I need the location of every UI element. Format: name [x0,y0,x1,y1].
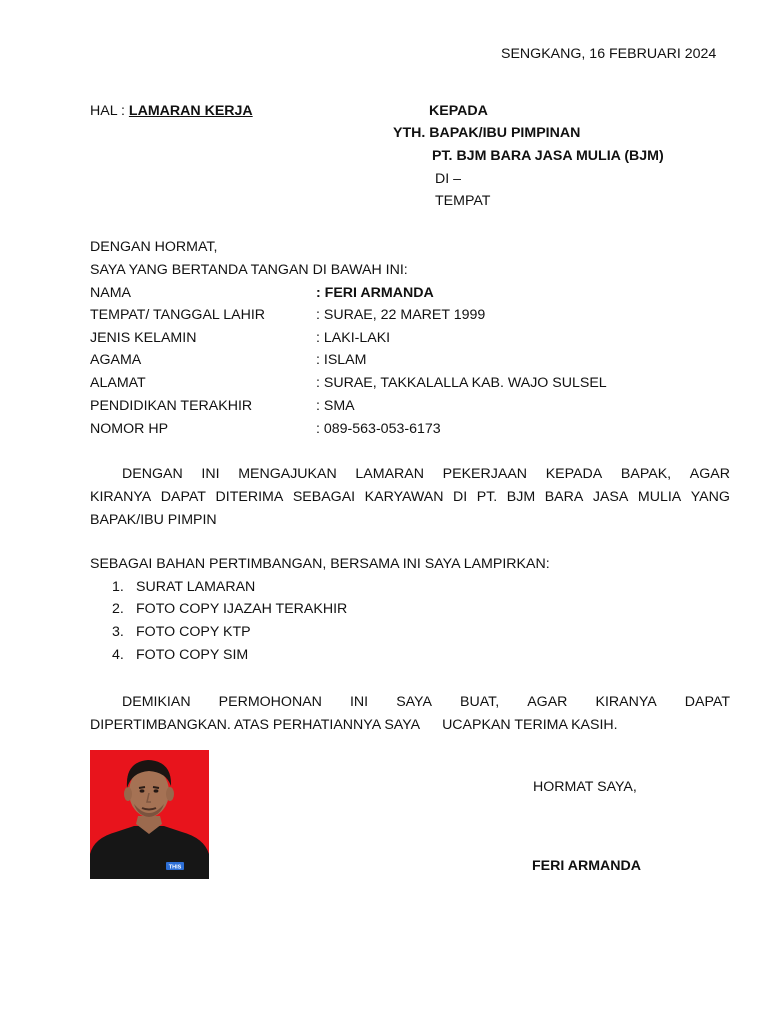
shirt-badge-text: THIS [168,864,182,871]
word: PT. [476,489,498,506]
signature-name: FERI ARMANDA [532,858,642,874]
word: INI [201,466,220,482]
field-label-address: ALAMAT [90,375,146,391]
field-label-name: NAMA [90,285,131,301]
field-value-education: : SMA [316,398,355,414]
field-value-birth: : SURAE, 22 MARET 1999 [316,307,486,323]
closing-line-2a: DIPERTIMBANGKAN. ATAS PERHATIANNYA SAYA [90,717,421,734]
field-label-phone: NOMOR HP [90,421,169,437]
word: AGAR [527,694,568,710]
recipient-line4: TEMPAT [435,193,491,209]
word: KIRANYA [90,489,152,506]
word: AGAR [689,466,730,482]
list-number: 3. [112,624,124,640]
list-item: SURAT LAMARAN [136,579,256,595]
field-value-phone: : 089-563-053-6173 [316,421,441,437]
word: SEBAGAI [292,489,356,506]
applicant-photo [90,750,209,879]
subject-prefix: HAL : [90,103,125,119]
field-label-birth: TEMPAT/ TANGGAL LAHIR [90,307,266,323]
word: BUAT, [460,694,500,710]
word: DITERIMA [215,489,284,506]
word: PEKERJAAN [442,466,528,482]
list-item: FOTO COPY IJAZAH TERAKHIR [136,601,348,617]
list-number: 1. [112,579,124,595]
subject-title: LAMARAN KERJA [128,103,253,119]
word: JASA [592,489,629,506]
intro-line: SAYA YANG BERTANDA TANGAN DI BAWAH INI: [90,262,408,278]
list-item: FOTO COPY SIM [136,647,249,663]
field-label-education: PENDIDIKAN TERAKHIR [90,398,253,414]
closing-paragraph [90,695,730,732]
word: DAPAT [160,489,206,506]
word: DENGAN [122,466,183,482]
recipient-line1: YTH. BAPAK/IBU PIMPINAN [393,125,581,141]
field-value-name: : FERI ARMANDA [316,285,434,301]
paragraph-line-3: BAPAK/IBU PIMPIN [90,512,217,529]
closing-line-1 [90,695,730,709]
word: BJM [506,489,536,506]
word: DEMIKIAN [122,694,191,710]
recipient-line2: PT. BJM BARA JASA MULIA (BJM) [432,148,664,164]
closing-line-2b: UCAPKAN TERIMA KASIH. [442,717,618,734]
word: BAPAK, [620,466,672,482]
word: MULIA [637,489,682,506]
word: DAPAT [684,694,730,710]
word: KEPADA [545,466,603,482]
paragraph-line-2 [90,490,730,504]
signature-salutation: HORMAT SAYA, [533,779,637,795]
word: LAMARAN [355,466,424,482]
word: DI [453,489,468,506]
subject-line [90,104,253,118]
word: SAYA [396,694,432,710]
word: INI [349,694,369,710]
list-number: 4. [112,647,124,663]
recipient-to: KEPADA [429,103,488,119]
word: YANG [690,489,730,506]
portrait-illustration [90,750,209,879]
attachments-intro: SEBAGAI BAHAN PERTIMBANGAN, BERSAMA INI SAYA LAMPIRKAN: [90,556,550,572]
greeting: DENGAN HORMAT, [90,239,218,255]
field-value-gender: : LAKI-LAKI [316,330,391,346]
word: KARYAWAN [364,489,444,506]
field-label-religion: AGAMA [90,352,142,368]
closing-line-2 [90,718,730,732]
word: KIRANYA [595,694,657,710]
recipient-line3: DI – [435,171,462,187]
word: MENGAJUKAN [238,466,337,482]
field-value-religion: : ISLAM [316,352,367,368]
application-paragraph [90,467,730,528]
field-label-gender: JENIS KELAMIN [90,330,197,346]
field-value-address: : SURAE, TAKKALALLA KAB. WAJO SULSEL [316,375,607,391]
list-item: FOTO COPY KTP [136,624,251,640]
list-number: 2. [112,601,124,617]
word: BARA [544,489,584,506]
word: PERMOHONAN [218,694,322,710]
place-date: SENGKANG, 16 FEBRUARI 2024 [501,46,717,62]
paragraph-line-1 [90,467,730,481]
